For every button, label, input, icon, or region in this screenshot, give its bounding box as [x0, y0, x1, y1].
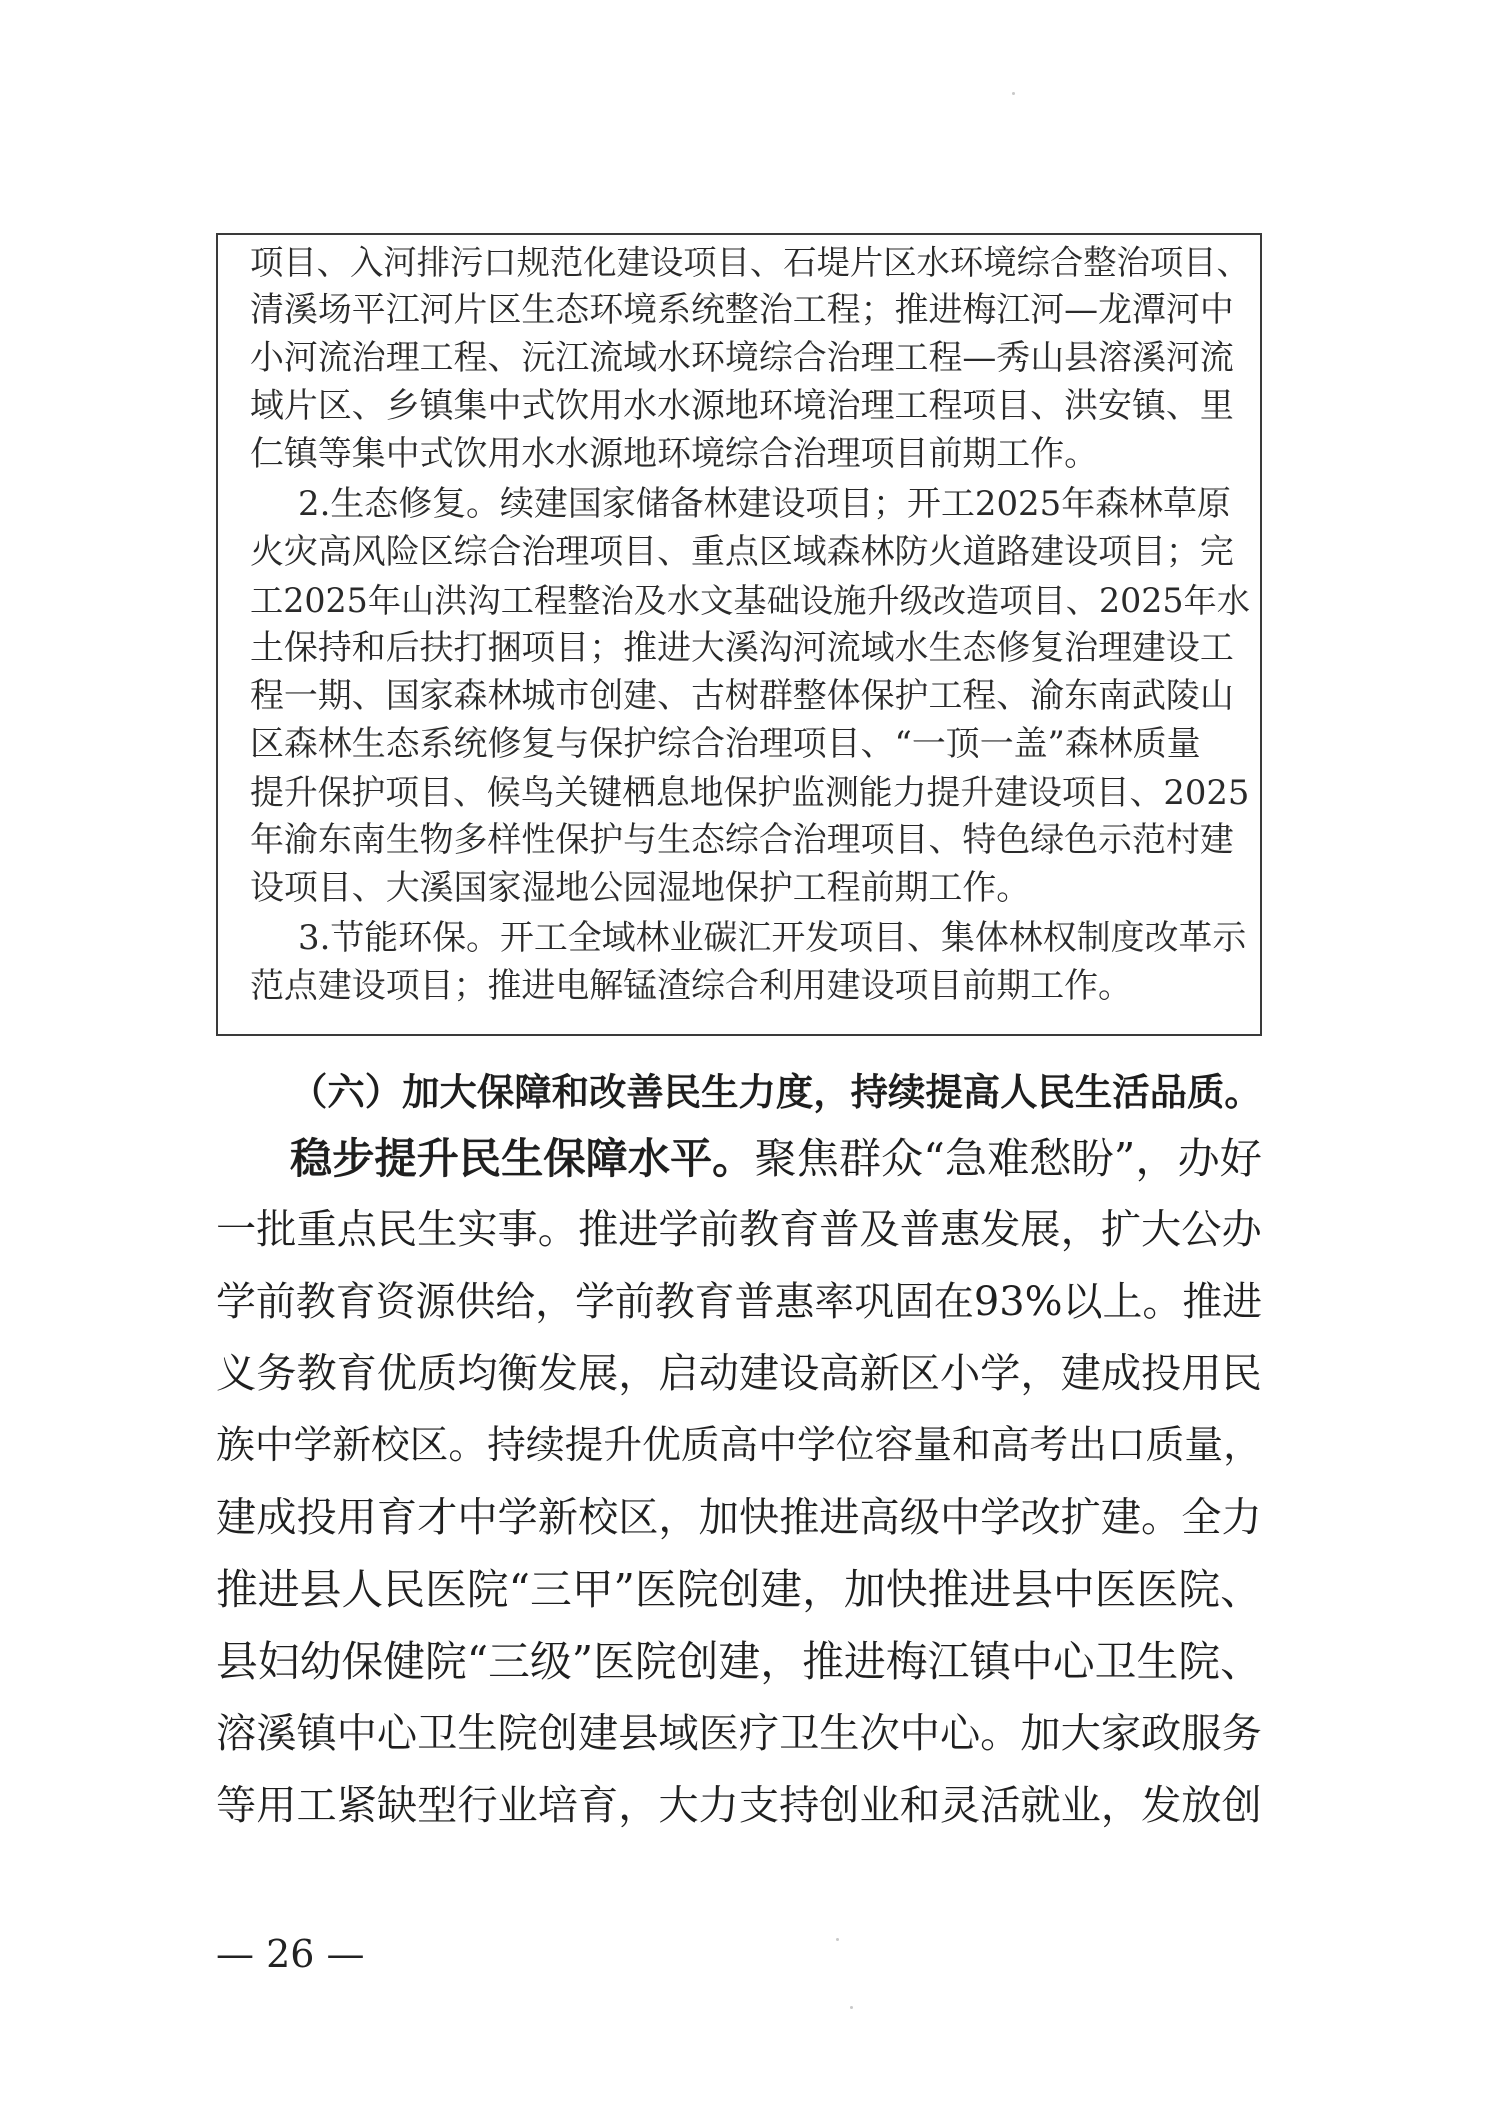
project-list-box: [216, 233, 1262, 1036]
paragraph-line: 推进县人民医院“三甲”医院创建，加快推进县中医医院、: [216, 1565, 1262, 1614]
paragraph-line: 族中学新校区。持续提升优质高中学位容量和高考出口质量，: [216, 1423, 1262, 1468]
paragraph-line: 一批重点民生实事。推进学前教育普及普惠发展，扩大公办: [216, 1207, 1262, 1253]
box-line: 清溪场平江河片区生态环境系统整治工程；推进梅江河—龙潭河中: [250, 291, 1234, 330]
box-line: 火灾高风险区综合治理项目、重点区域森林防火道路建设项目；完: [250, 533, 1234, 572]
box-line: 年渝东南生物多样性保护与生态综合治理项目、特色绿色示范村建: [250, 821, 1234, 860]
page-number: — 26 —: [216, 1932, 365, 1976]
box-line: 仁镇等集中式饮用水水源地环境综合治理项目前期工作。: [250, 435, 1099, 474]
box-line: 土保持和后扶打捆项目；推进大溪沟河流域水生态修复治理建设工: [250, 629, 1234, 668]
paragraph-line: 县妇幼保健院“三级”医院创建，推进梅江镇中心卫生院、: [216, 1637, 1262, 1686]
box-line: 3.节能环保。开工全域林业碳汇开发项目、集体林权制度改革示: [298, 919, 1247, 958]
box-line: 程一期、国家森林城市创建、古树群整体保护工程、渝东南武陵山: [250, 677, 1234, 716]
box-line: 提升保护项目、候鸟关键栖息地保护监测能力提升建设项目、2025: [250, 773, 1250, 812]
paragraph-line: 溶溪镇中心卫生院创建县域医疗卫生次中心。加大家政服务: [216, 1711, 1262, 1757]
box-line: 2.生态修复。续建国家储备林建设项目；开工2025年森林草原: [298, 485, 1231, 524]
paragraph-line: 等用工紧缺型行业培育，大力支持创业和灵活就业，发放创: [216, 1783, 1262, 1829]
paragraph-line: [290, 1130, 1262, 1187]
section-heading: （六）加大保障和改善民生力度，持续提高人民生活品质。: [290, 1070, 1262, 1114]
scan-speck: [836, 1938, 839, 1941]
paragraph-line: 义务教育优质均衡发展，启动建设高新区小学，建成投用民: [216, 1351, 1262, 1397]
paragraph-lead: 稳步提升民生保障水平。: [290, 1133, 755, 1183]
scan-speck: [850, 2006, 853, 2009]
paragraph-line: 学前教育资源供给，学前教育普惠率巩固在93%以上。推进: [216, 1279, 1263, 1325]
box-line: 工2025年山洪沟工程整治及水文基础设施升级改造项目、2025年水: [250, 581, 1251, 620]
paragraph-line: 建成投用育才中学新校区，加快推进高级中学改扩建。全力: [216, 1495, 1262, 1541]
box-line: 设项目、大溪国家湿地公园湿地保护工程前期工作。: [250, 869, 1031, 908]
scan-speck: [1012, 92, 1015, 95]
box-line: 域片区、乡镇集中式饮用水水源地环境治理工程项目、洪安镇、里: [250, 387, 1234, 426]
box-line: 小河流治理工程、沅江流域水环境综合治理工程—秀山县溶溪河流: [250, 339, 1234, 378]
box-line: 范点建设项目；推进电解锰渣综合利用建设项目前期工作。: [250, 967, 1132, 1006]
box-line: 区森林生态系统修复与保护综合治理项目、“一顶一盖”森林质量: [250, 725, 1201, 764]
box-line: 项目、入河排污口规范化建设项目、石堤片区水环境综合整治项目、: [250, 243, 1250, 282]
paragraph-text: 聚焦群众“急难愁盼”，办好: [754, 1134, 1262, 1183]
